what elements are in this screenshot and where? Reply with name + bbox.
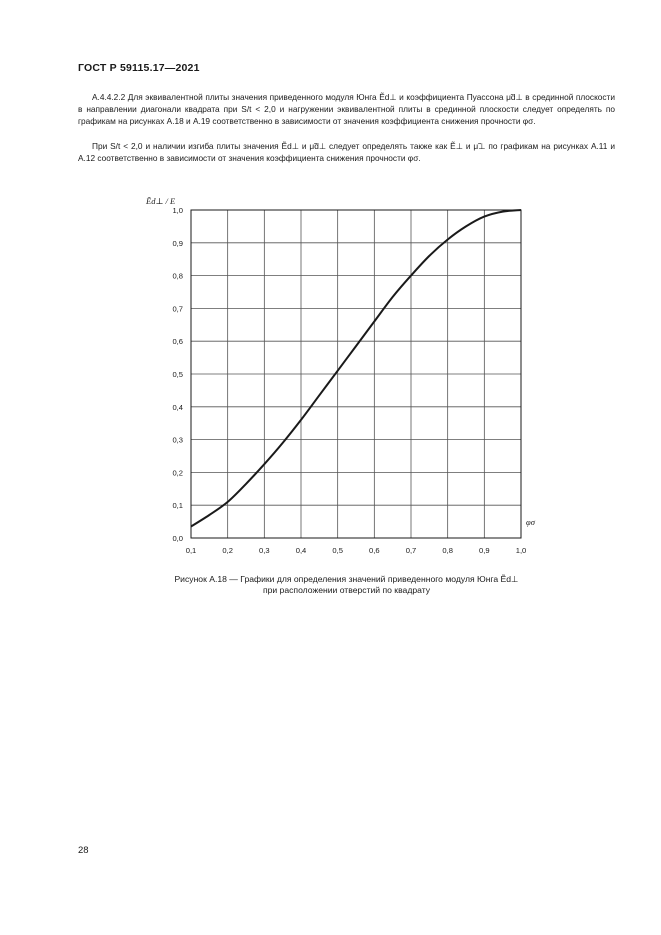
y-tick-label: 0,5: [172, 370, 183, 379]
x-axis-label: φσ: [526, 517, 535, 527]
x-axis-ticks: [186, 546, 527, 555]
y-tick-label: 0,2: [172, 468, 183, 478]
x-tick-label: 0,2: [222, 546, 233, 555]
x-tick-label: 0,6: [369, 546, 380, 555]
x-tick-label: 0,4: [295, 546, 307, 555]
y-tick-label: 0,3: [172, 435, 183, 445]
y-tick-label: 1,0: [172, 206, 183, 215]
page-number: 28: [78, 845, 89, 856]
y-tick-label: 0,8: [172, 271, 183, 281]
caption-line-2: при расположении отверстий по квадрату: [262, 585, 431, 595]
y-tick-label: 0,4: [172, 402, 183, 412]
y-axis-label: Ẽd⊥ / E: [146, 196, 176, 206]
y-tick-label: 0,6: [172, 337, 183, 347]
caption-line-1: Рисунок А.18 — Графики для определения значений приведенного модуля Юнга Ẽd⊥: [174, 574, 519, 584]
y-tick-label: 0,9: [172, 238, 183, 248]
y-axis-ticks: [172, 206, 183, 543]
x-tick-label: 0,5: [332, 546, 343, 555]
x-tick-label: 0,8: [442, 546, 453, 555]
x-tick-label: 0,3: [259, 546, 270, 555]
x-tick-label: 0,1: [185, 546, 197, 555]
x-tick-label: 0,9: [479, 546, 490, 555]
paragraph-1-text: А.4.4.2.2 Для эквивалентной плиты значения приведенного модуля Юнга Ẽd⊥ и коэффициента Пуассона μ̃d⊥ в срединной плоскости в направлении диагонали квадрата при S/t < 2,0 и нагружении эквивалентной плиты в срединной плоскости следует определять по графикам на рисунках А.18 и А.19 соответственно в зависимости от значения коэффициента снижения прочности φσ.: [78, 92, 615, 126]
y-tick-label: 0,0: [172, 534, 183, 543]
document-title: ГОСТ Р 59115.17—2021: [78, 62, 200, 74]
y-tick-label: 0,7: [172, 304, 183, 314]
y-tick-label: 0,1: [172, 501, 183, 511]
figure-caption: [78, 574, 615, 596]
x-tick-label: 0,7: [405, 546, 417, 555]
x-tick-label: 1,0: [515, 546, 527, 555]
paragraph-2-text: При S/t < 2,0 и наличии изгиба плиты значения Ẽd⊥ и μ̃d⊥ следует определять также как Ẽ⊥ и μ̃⊥ по графикам на рисунках А.11 и А.12 соответственно в зависимости от значения коэффициента снижения прочности φσ.: [78, 141, 615, 163]
series-line: [191, 210, 521, 527]
